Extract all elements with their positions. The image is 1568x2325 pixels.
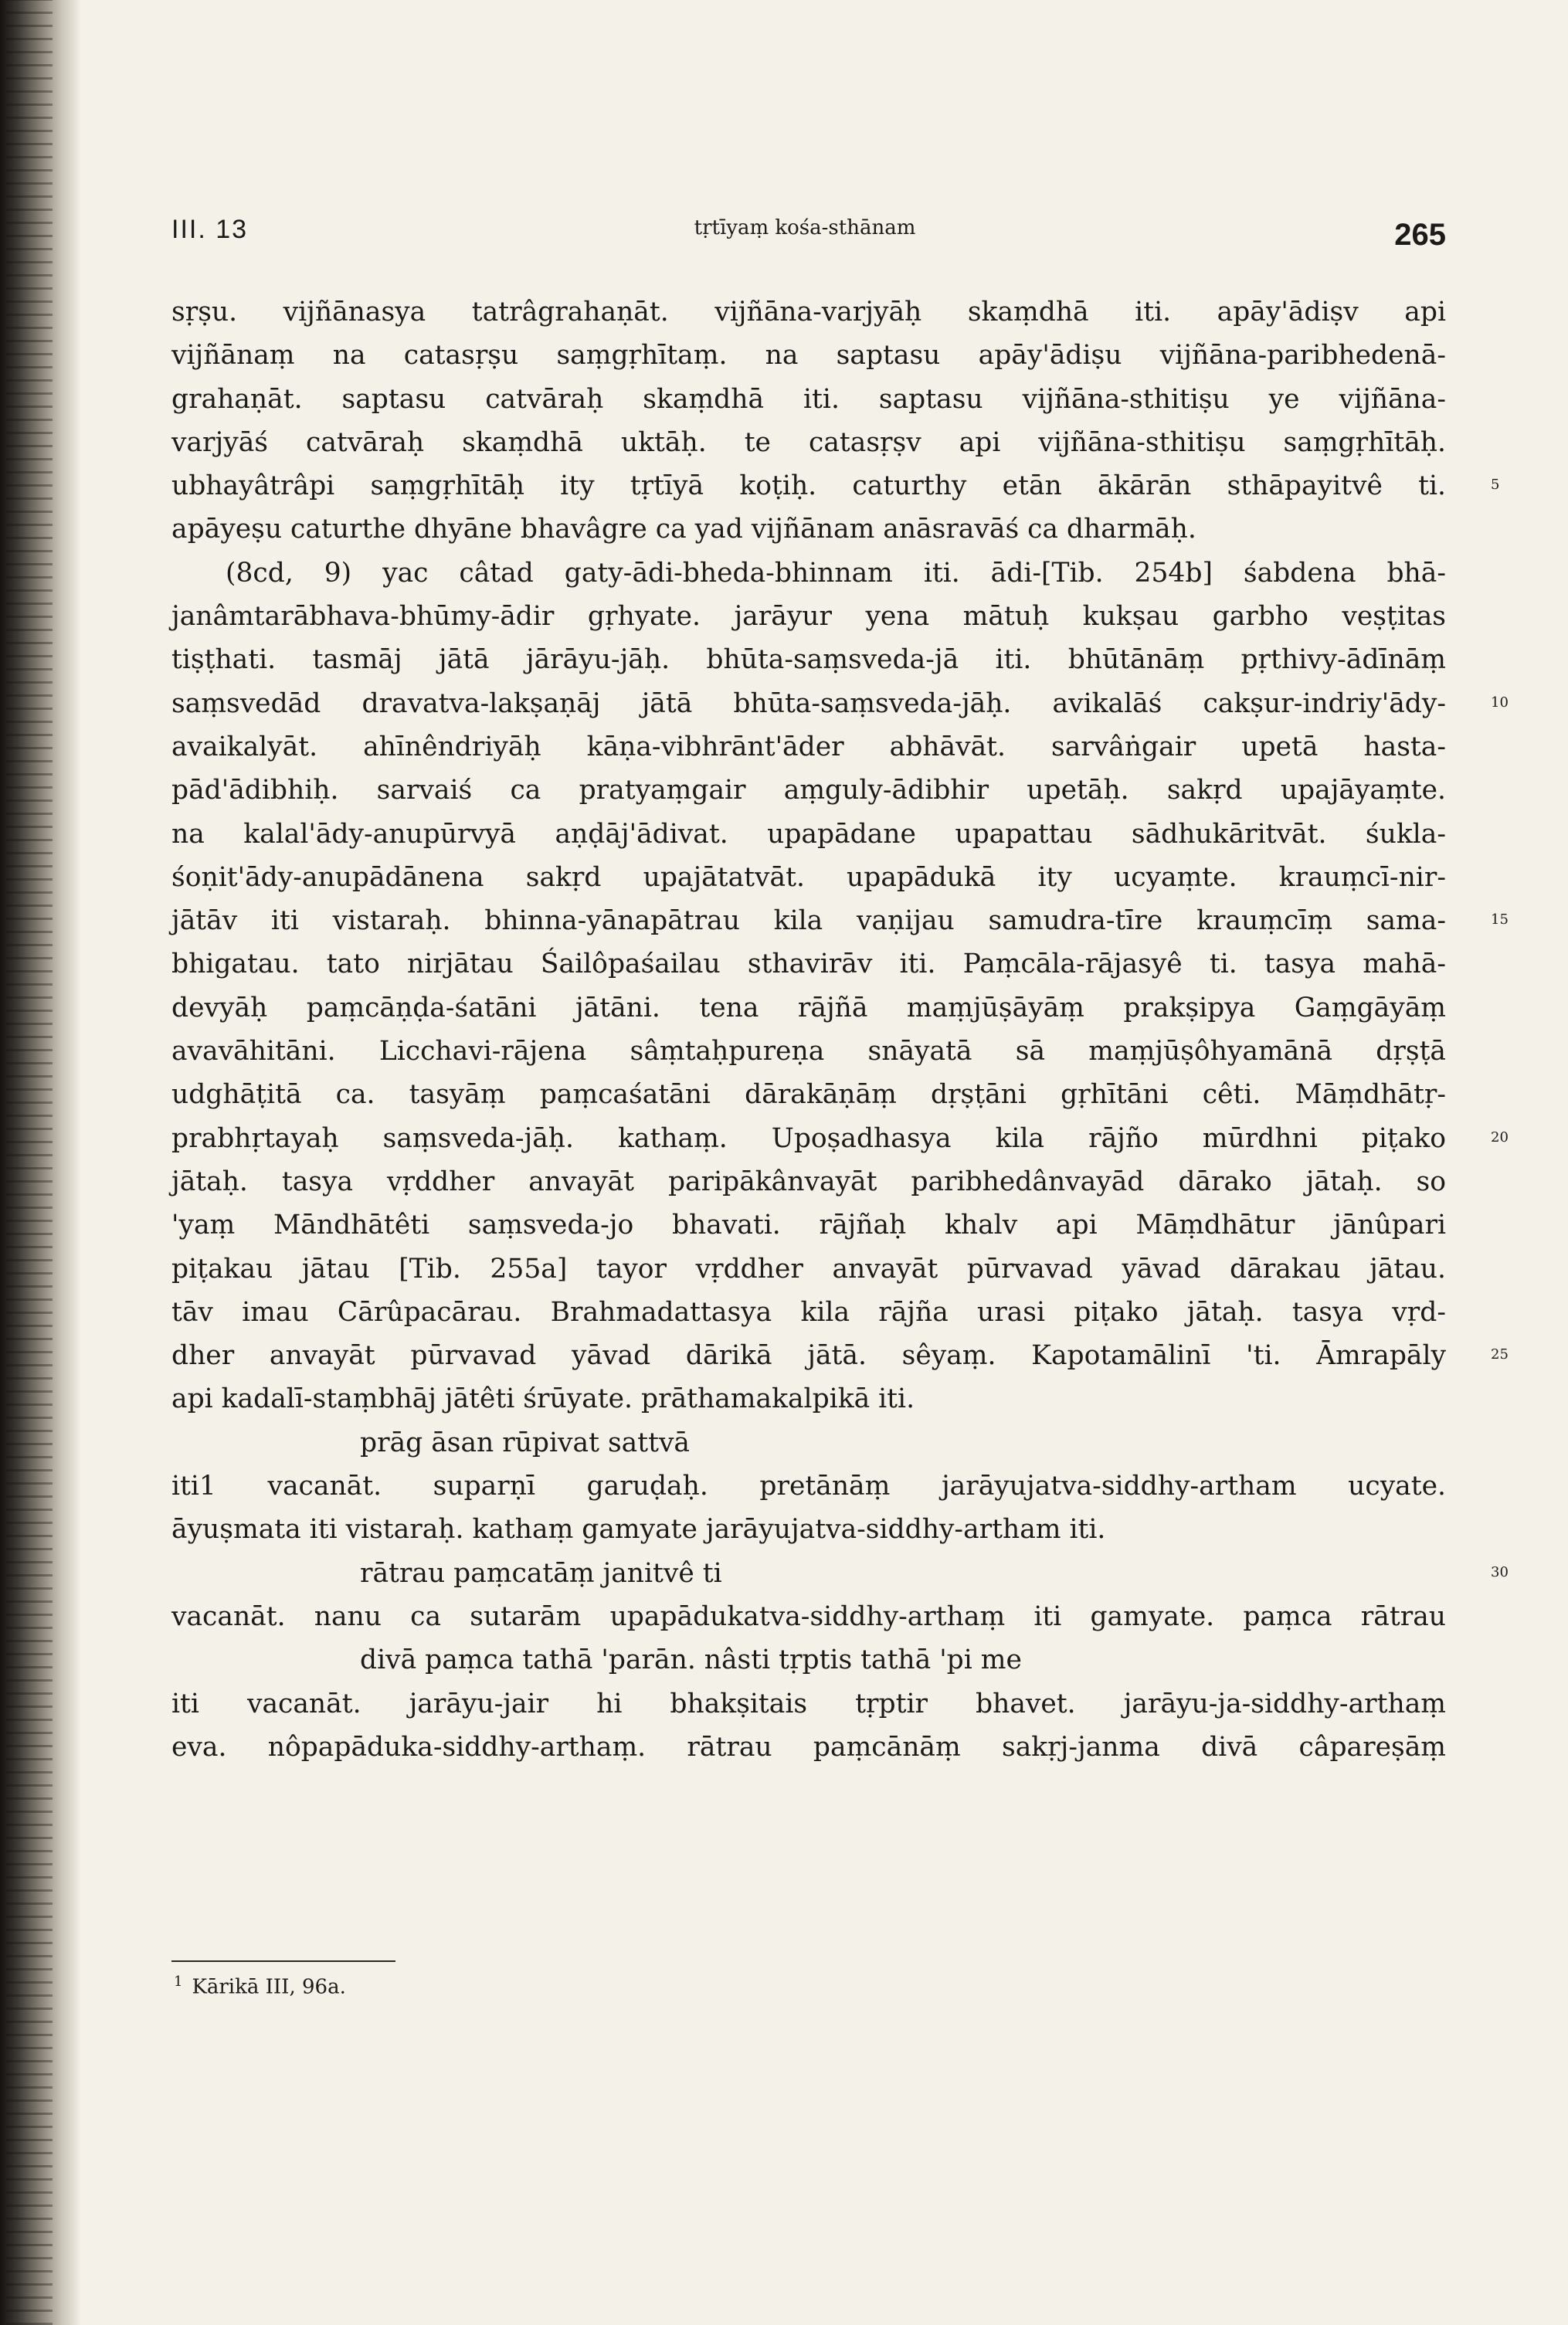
text-line: āyuṣmata iti vistaraḥ. kathaṃ gamyate jarāyujatva-siddhy-artham iti. [171,1514,1106,1546]
text-line: grahaṇāt. saptasu catvāraḥ skaṃdhā iti. saptasu vijñāna-sthitiṣu ye vijñāna- [171,383,1446,415]
text-line: prabhṛtayaḥ saṃsveda-jāḥ. kathaṃ. Upoṣadhasya kila rājño mūrdhni piṭako [171,1122,1446,1154]
section-reference: III. 13 [171,215,249,244]
text-line: apāyeṣu caturthe dhyāne bhavâgre ca yad vijñānam anāsravāś ca dharmāḥ. [171,514,1196,545]
text-line: udghāṭitā ca. tasyāṃ paṃcaśatāni dārakāṇāṃ dṛṣṭāni gṛhītāni cêti. Māṃdhātṛ- [171,1079,1446,1111]
line-number: 25 [1491,1346,1509,1363]
book-spine-shadow [0,0,81,2325]
line-number: 15 [1491,911,1509,928]
text-line: divā paṃca tathā 'parān. nâsti tṛptis tathā 'pi me [360,1644,1022,1676]
spine-texture [6,0,53,2325]
text-line: na kalal'ādy-anupūrvyā aṇḍāj'ādivat. upapādane upapattau sādhukāritvāt. śukla- [171,818,1446,850]
footnote-mark: 1 [174,1974,183,1990]
text-line: janâmtarābhava-bhūmy-ādir gṛhyate. jarāyur yena mātuḥ kukṣau garbho veṣṭitas [171,601,1446,633]
line-number: 5 [1491,477,1500,494]
text-line: iti1 vacanāt. suparṇī garuḍaḥ. pretānāṃ jarāyujatva-siddhy-artham ucyate. [171,1471,1446,1502]
body-text [171,290,1446,1769]
text-line: bhigatau. tato nirjātau Śailôpaśailau sthavirāv iti. Paṃcāla-rājasyê ti. tasya mahā- [171,949,1446,980]
text-line: 'yaṃ Māndhātêti saṃsveda-jo bhavati. rājñaḥ khalv api Māṃdhātur jānûpari [171,1210,1446,1241]
text-line: tiṣṭhati. tasmāj jātā jārāyu-jāḥ. bhūta-saṃsveda-jā iti. bhūtānāṃ pṛthivy-ādīnāṃ [171,644,1446,676]
running-title: tṛtīyaṃ kośa-sthānam [694,216,916,239]
footnote-rule [171,1960,395,1962]
text-line: jātāv iti vistaraḥ. bhinna-yānapātrau kila vaṇijau samudra-tīre krauṃcīṃ sama- [171,905,1446,937]
line-number: 30 [1491,1563,1509,1580]
text-line: sṛṣu. vijñānasya tatrâgrahaṇāt. vijñāna-varjyāḥ skaṃdhā iti. apāy'ādiṣv api [171,297,1446,328]
text-line: eva. nôpapāduka-siddhy-arthaṃ. rātrau paṃcānāṃ sakṛj-janma divā câpareṣāṃ [171,1731,1446,1763]
text-line: api kadalī-staṃbhāj jātêti śrūyate. prāthamakalpikā iti. [171,1383,915,1415]
text-line: jātaḥ. tasya vṛddher anvayāt paripākânvayāt paribhedânvayād dārako jātaḥ. so [171,1166,1446,1197]
footnote-text: Kārikā III, 96a. [192,1975,346,1999]
text-line: avavāhitāni. Licchavi-rājena sâṃtaḥpureṇa snāyatā sā maṃjūṣôhyamānā dṛṣṭā [171,1036,1446,1067]
text-line: śoṇit'ādy-anupādānena sakṛd upajātatvāt. upapādukā ity ucyaṃte. krauṃcī-nir- [171,861,1446,893]
text-line: vijñānaṃ na catasṛṣu saṃgṛhītaṃ. na saptasu apāy'ādiṣu vijñāna-paribhedenā- [171,340,1446,372]
text-line: ubhayâtrâpi saṃgṛhītāḥ ity tṛtīyā koṭiḥ. caturthy etān ākārān sthāpayitvê ti. [171,470,1446,502]
text-line: tāv imau Cārûpacārau. Brahmadattasya kila rājña urasi piṭako jātaḥ. tasya vṛd- [171,1296,1446,1328]
text-line: devyāḥ paṃcāṇḍa-śatāni jātāni. tena rājñā maṃjūṣāyāṃ prakṣipya Gaṃgāyāṃ [171,992,1446,1023]
line-number: 20 [1491,1129,1509,1146]
text-line: avaikalyāt. ahīnêndriyāḥ kāṇa-vibhrānt'āder abhāvāt. sarvâṅgair upetā hasta- [171,731,1446,762]
text-line: prāg āsan rūpivat sattvā [360,1427,691,1458]
line-number: 10 [1491,694,1509,711]
text-line: (8cd, 9) yac câtad gaty-ādi-bheda-bhinnam iti. ādi-[Tib. 254b] śabdena bhā- [226,557,1446,589]
page-header [171,210,1446,256]
page-number: 265 [1394,218,1446,252]
text-line: saṃsvedād dravatva-lakṣaṇāj jātā bhūta-saṃsveda-jāḥ. avikalāś cakṣur-indriy'ādy- [171,687,1446,719]
text-line: piṭakau jātau [Tib. 255a] tayor vṛddher anvayāt pūrvavad yāvad dārakau jātau. [171,1253,1446,1285]
footnote [174,1974,346,1999]
text-line: vacanāt. nanu ca sutarām upapādukatva-siddhy-arthaṃ iti gamyate. paṃca rātrau [171,1600,1446,1632]
text-line: dher anvayāt pūrvavad yāvad dārikā jātā. sêyaṃ. Kapotamālinī 'ti. Āmrapāly [171,1340,1446,1372]
text-line: rātrau paṃcatāṃ janitvê ti [360,1557,722,1589]
text-line: iti vacanāt. jarāyu-jair hi bhakṣitais tṛptir bhavet. jarāyu-ja-siddhy-arthaṃ [171,1688,1446,1719]
text-line: pād'ādibhiḥ. sarvaiś ca pratyaṃgair aṃguly-ādibhir upetāḥ. sakṛd upajāyaṃte. [171,775,1446,806]
text-line: varjyāś catvāraḥ skaṃdhā uktāḥ. te catasṛṣv api vijñāna-sthitiṣu saṃgṛhītāḥ. [171,426,1446,458]
